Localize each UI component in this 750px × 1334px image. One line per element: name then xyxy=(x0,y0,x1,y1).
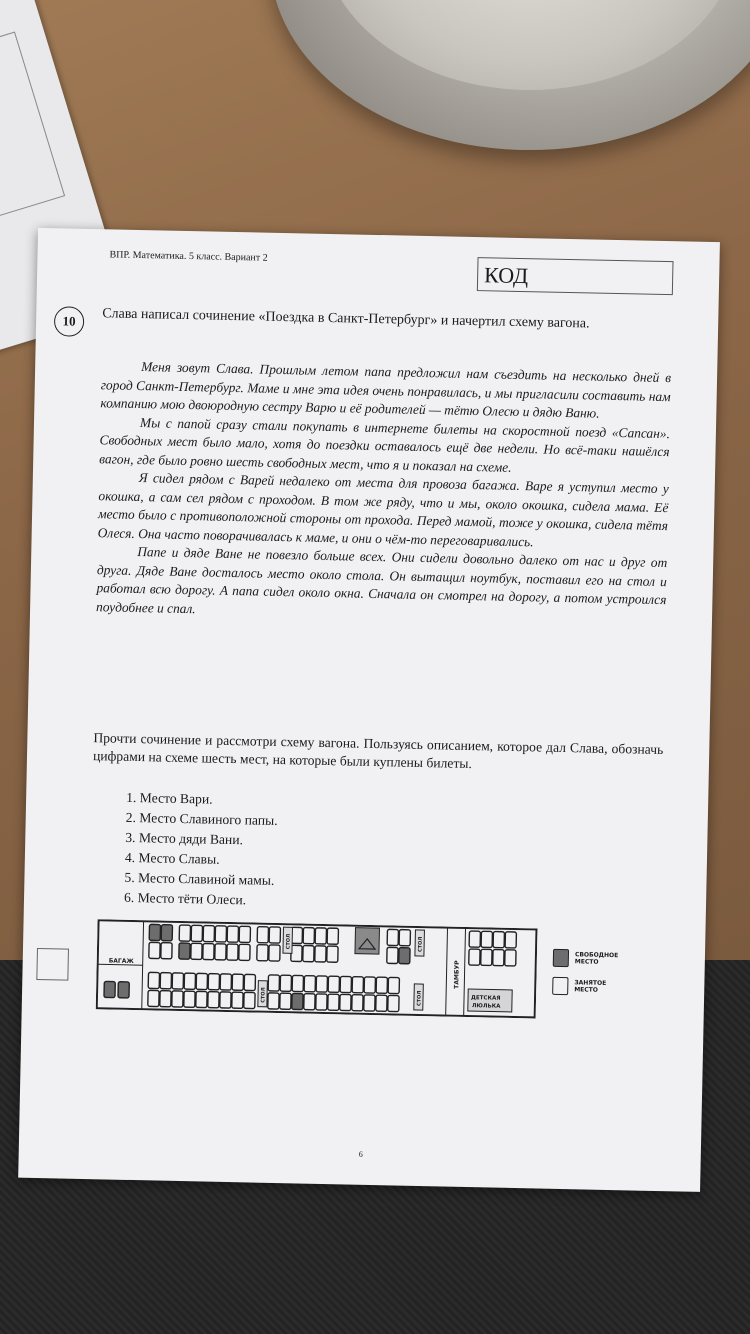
occupied-seat[interactable] xyxy=(399,930,410,946)
seat-list-item: 4. Место Славы. xyxy=(124,849,220,867)
nursery-label-2: ЛЮЛЬКА xyxy=(471,1003,501,1010)
legend-occupied xyxy=(552,977,672,998)
legend-occupied-label-2: МЕСТО xyxy=(574,986,598,994)
occupied-seat[interactable] xyxy=(244,974,255,990)
occupied-seat[interactable] xyxy=(481,949,492,965)
occupied-seat[interactable] xyxy=(327,946,338,962)
occupied-seat[interactable] xyxy=(172,991,183,1007)
occupied-seat[interactable] xyxy=(184,991,195,1007)
baggage-label: БАГАЖ xyxy=(108,957,134,966)
essay-paragraph: Меня зовут Слава. Прошлым летом папа предложил нам съездить на несколько дней в город Санкт-Петербург. Маме и мне эта идея очень понравилась, и мы пригласили составить нам компанию мою двоюродную сестру Варю и её родителей — тётю Олесю и дядю Ваню. xyxy=(100,359,672,421)
occupied-seat[interactable] xyxy=(387,929,398,945)
occupied-seat[interactable] xyxy=(388,995,399,1011)
legend-free-label-2: МЕСТО xyxy=(574,958,599,966)
occupied-seat[interactable] xyxy=(316,994,327,1010)
occupied-seat[interactable] xyxy=(280,993,291,1009)
task-intro: Слава написал сочинение «Поездка в Санкт-Петербург» и начертил схему вагона. xyxy=(102,306,590,332)
code-field[interactable]: КОД xyxy=(477,257,674,295)
essay-text xyxy=(96,357,671,628)
occupied-seat[interactable] xyxy=(148,990,159,1006)
table-label: СТОЛ xyxy=(260,987,267,1003)
occupied-seat[interactable] xyxy=(161,943,172,959)
occupied-seat[interactable] xyxy=(220,974,231,990)
occupied-seat[interactable] xyxy=(469,931,480,947)
occupied-seat[interactable] xyxy=(196,973,207,989)
free-seat[interactable] xyxy=(161,925,172,941)
occupied-seat[interactable] xyxy=(388,977,399,993)
free-seat[interactable] xyxy=(399,948,410,964)
free-seat[interactable] xyxy=(104,981,115,997)
vestibule-wall-right xyxy=(464,928,466,1016)
occupied-seat[interactable] xyxy=(303,946,314,962)
occupied-seat[interactable] xyxy=(208,992,219,1008)
occupied-seat[interactable] xyxy=(481,931,492,947)
occupied-seat[interactable] xyxy=(191,943,202,959)
free-seat[interactable] xyxy=(118,982,129,998)
occupied-seat[interactable] xyxy=(352,995,363,1011)
occupied-seat[interactable] xyxy=(316,976,327,992)
table-label: СТОЛ xyxy=(416,990,423,1007)
exam-sheet xyxy=(18,228,720,1192)
page-number: 6 xyxy=(358,1149,363,1159)
occupied-seat[interactable] xyxy=(315,946,326,962)
occupied-seat[interactable] xyxy=(215,944,226,960)
occupied-seat[interactable] xyxy=(304,976,315,992)
occupied-seat[interactable] xyxy=(505,950,516,966)
occupied-seat[interactable] xyxy=(269,945,280,961)
seat-list-item: 6. Место тёти Олеси. xyxy=(123,889,247,908)
legend-occupied-label-1: ЗАНЯТОЕ xyxy=(574,979,607,987)
occupied-seat[interactable] xyxy=(376,977,387,993)
occupied-seat[interactable] xyxy=(148,972,159,988)
exam-title: ВПР. Математика. 5 класс. Вариант 2 xyxy=(109,249,268,264)
occupied-seat[interactable] xyxy=(184,973,195,989)
free-seat[interactable] xyxy=(292,993,303,1009)
legend-free xyxy=(553,949,673,970)
occupied-seat[interactable] xyxy=(149,942,160,958)
occupied-seat[interactable] xyxy=(257,945,268,961)
occupied-seat[interactable] xyxy=(160,973,171,989)
occupied-seat[interactable] xyxy=(215,926,226,942)
occupied-seat[interactable] xyxy=(269,927,280,943)
occupied-seat[interactable] xyxy=(244,992,255,1008)
occupied-seat[interactable] xyxy=(203,925,214,941)
occupied-seat[interactable] xyxy=(232,974,243,990)
occupied-seat[interactable] xyxy=(469,949,480,965)
occupied-seat[interactable] xyxy=(493,950,504,966)
occupied-seat[interactable] xyxy=(179,925,190,941)
table-label: СТОЛ xyxy=(285,933,292,950)
legend xyxy=(552,949,673,1008)
occupied-seat[interactable] xyxy=(376,995,387,1011)
occupied-seat[interactable] xyxy=(327,928,338,944)
occupied-seat[interactable] xyxy=(505,932,516,948)
occupied-seat[interactable] xyxy=(257,927,268,943)
occupied-seat-swatch xyxy=(552,977,568,995)
seat-list-item: 3. Место дяди Вани. xyxy=(125,829,244,848)
occupied-seat[interactable] xyxy=(315,928,326,944)
occupied-seat[interactable] xyxy=(280,975,291,991)
question-text: Прочти сочинение и рассмотри схему вагона. Пользуясь описанием, которое дал Слава, обозначь цифрами на схеме шесть мест, на которые были куплены билеты. xyxy=(92,730,664,772)
occupied-seat[interactable] xyxy=(387,947,398,963)
occupied-seat[interactable] xyxy=(493,932,504,948)
legend-free-label-1: СВОБОДНОЕ xyxy=(574,951,619,960)
occupied-seat[interactable] xyxy=(268,975,279,991)
answer-box[interactable] xyxy=(36,948,69,981)
occupied-seat[interactable] xyxy=(220,992,231,1008)
occupied-seat[interactable] xyxy=(191,925,202,941)
nursery-label-1: ДЕТСКАЯ xyxy=(470,995,501,1002)
seat-list-item: 2. Место Славиного папы. xyxy=(125,809,278,829)
occupied-seat[interactable] xyxy=(196,991,207,1007)
seat-list xyxy=(124,788,278,911)
occupied-seat[interactable] xyxy=(227,926,238,942)
table-label: СТОЛ xyxy=(417,936,424,953)
wagon-scheme xyxy=(96,919,538,1018)
occupied-seat[interactable] xyxy=(328,994,339,1010)
seat-list-item: 5. Место Славиной мамы. xyxy=(124,869,275,888)
occupied-seat[interactable] xyxy=(328,976,339,992)
occupied-seat[interactable] xyxy=(303,928,314,944)
vestibule-wall-left xyxy=(446,928,448,1016)
occupied-seat[interactable] xyxy=(160,991,171,1007)
free-seat[interactable] xyxy=(179,943,190,959)
occupied-seat[interactable] xyxy=(364,995,375,1011)
coat-hanger-icon xyxy=(355,928,380,954)
occupied-seat[interactable] xyxy=(304,994,315,1010)
occupied-seat[interactable] xyxy=(292,975,303,991)
essay-paragraph: Я сидел рядом с Варей недалеко от места для провоза багажа. Варе я уступил место у окошка, а сам сел рядом с проходом. В том же ряду, что и мы, около окошка, сидела мама. Её место было с противоположной стороны от прохода. Перед мамой, тоже у окошка, сидела тётя Олеся. Она часто поворачивалась к маме, и они о чём-то переговаривались. xyxy=(97,470,669,549)
occupied-seat[interactable] xyxy=(352,977,363,993)
occupied-seat[interactable] xyxy=(208,974,219,990)
vestibule-label: ТАМБУР xyxy=(453,960,461,989)
task-number: 10 xyxy=(54,306,85,337)
occupied-seat[interactable] xyxy=(340,976,351,992)
occupied-seat[interactable] xyxy=(364,977,375,993)
essay-paragraph: Мы с папой сразу стали покупать в интернете билеты на скоростной поезд «Сапсан». Свободных мест было мало, хотя до поездки оставалось ещё две недели. Но всё-таки нашёлся вагон, где было ровно шесть свободных мест, что я и показал на схеме. xyxy=(99,414,671,475)
essay-paragraph: Папе и дяде Ване не повезло больше всех. Они сидели довольно далеко от нас и друг от друга. Дяде Ване досталось место около стола. Он вытащил ноутбук, поставил его на стол и работал всю дорогу. А папа сидел около окна. Сначала он смотрел на дорогу, а потом устроился поудобнее и спал. xyxy=(96,544,668,616)
occupied-seat[interactable] xyxy=(232,992,243,1008)
occupied-seat[interactable] xyxy=(203,943,214,959)
occupied-seat[interactable] xyxy=(340,994,351,1010)
occupied-seat[interactable] xyxy=(268,993,279,1009)
occupied-seat[interactable] xyxy=(239,944,250,960)
seat-list-item: 1. Место Вари. xyxy=(126,789,213,807)
occupied-seat[interactable] xyxy=(172,973,183,989)
occupied-seat[interactable] xyxy=(227,944,238,960)
free-seat[interactable] xyxy=(149,924,160,940)
occupied-seat[interactable] xyxy=(239,926,250,942)
free-seat-swatch xyxy=(553,949,569,967)
